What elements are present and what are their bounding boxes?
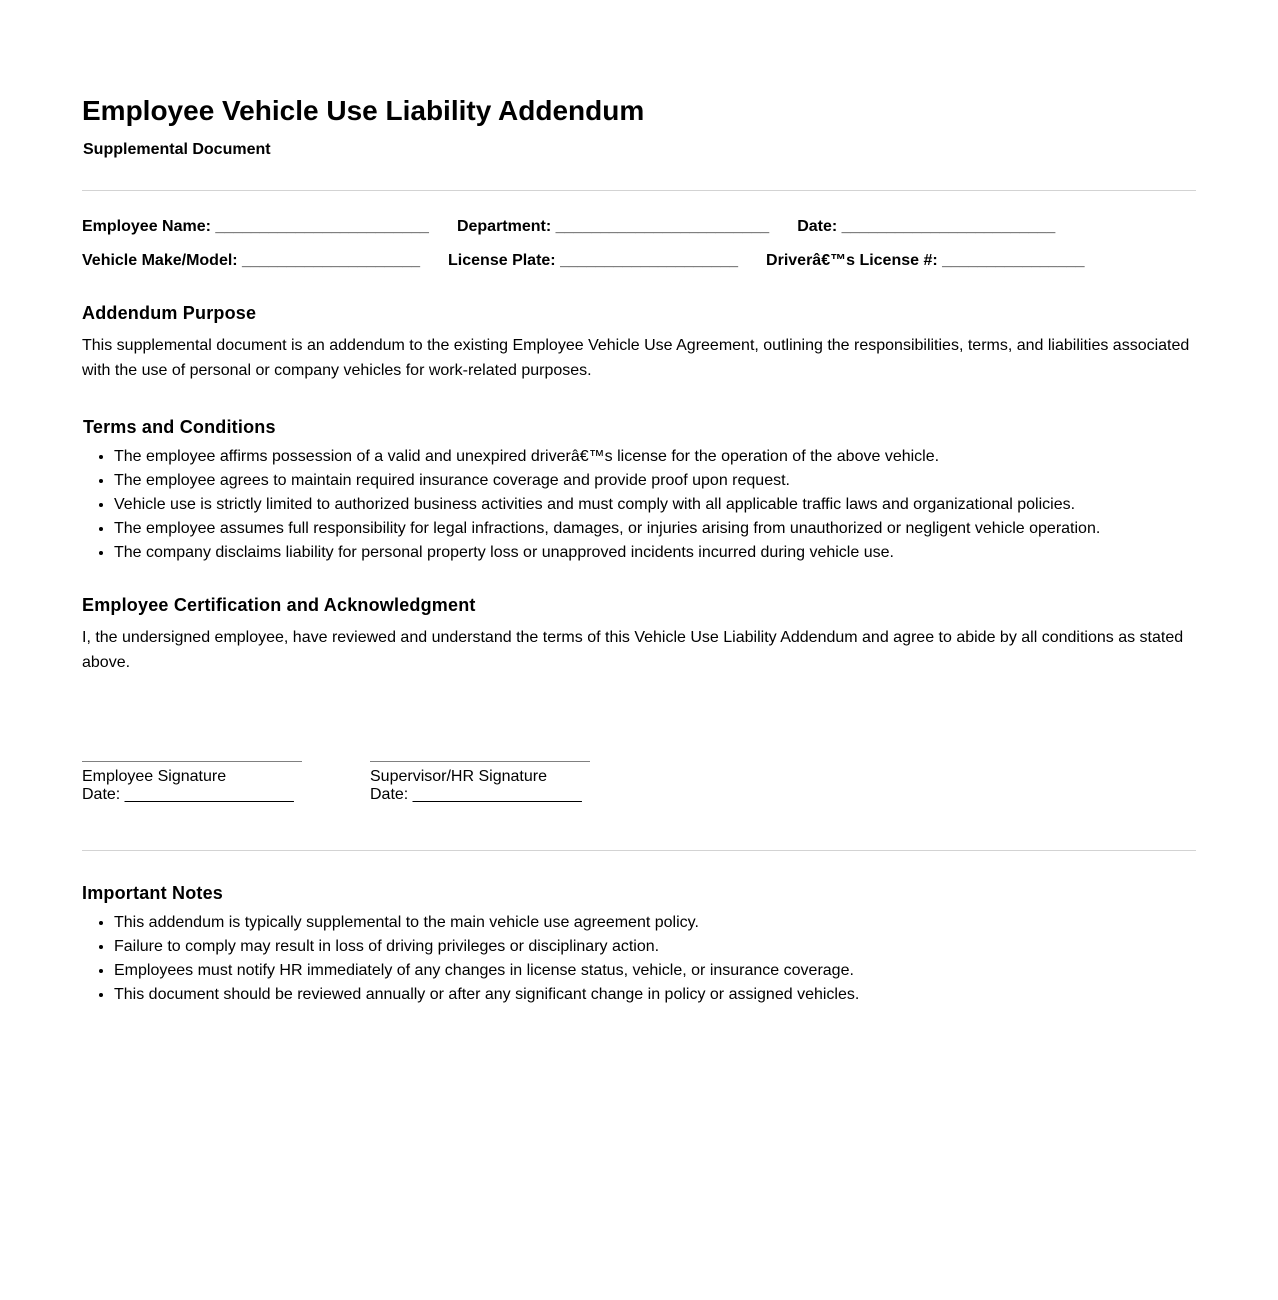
terms-list (82, 445, 1196, 565)
vehicle-make-model-field: Vehicle Make/Model: ____________________ (82, 252, 421, 269)
supervisor-signature-label: Supervisor/HR Signature (370, 768, 547, 785)
notes-list (82, 911, 1196, 1007)
page-subtitle: Supplemental Document (83, 141, 271, 158)
department-field: Department: ________________________ (456, 218, 770, 235)
list-item: • The employee agrees to maintain required insurance coverage and provide proof upon request. (114, 469, 1196, 493)
supervisor-signature-block (370, 761, 590, 804)
employee-signature-label: Employee Signature (82, 768, 227, 785)
certification-heading: Employee Certification and Acknowledgment (82, 595, 476, 615)
header-divider (82, 190, 1196, 191)
employee-signature-date: Date: ___________________ (82, 786, 294, 803)
license-plate-field: License Plate: ____________________ (448, 252, 739, 269)
list-item: • Failure to comply may result in loss of driving privileges or disciplinary action. (114, 935, 1196, 959)
purpose-heading: Addendum Purpose (82, 303, 257, 323)
list-item: • Employees must notify HR immediately of any changes in license status, vehicle, or insurance coverage. (114, 959, 1196, 983)
list-item: • This document should be reviewed annually or after any significant change in policy or assigned vehicles. (114, 983, 1196, 1007)
list-item: • The employee assumes full responsibility for legal infractions, damages, or injuries arising from unauthorized or negligent vehicle operation. (114, 517, 1196, 541)
employee-signature-block (82, 761, 302, 804)
purpose-text: This supplemental document is an addendum to the existing Employee Vehicle Use Agreement, outlining the responsibilities, terms, and liabilities associated with the use of personal or company vehicles for work-related purposes. (82, 337, 1190, 379)
notes-divider (82, 850, 1196, 851)
supervisor-signature-date: Date: ___________________ (370, 786, 582, 803)
drivers-license-field: Driverâ€™s License #: ________________ (766, 252, 1085, 269)
list-item: • This addendum is typically supplemental to the main vehicle use agreement policy. (114, 911, 1196, 935)
page-title: Employee Vehicle Use Liability Addendum (82, 95, 645, 126)
list-item: • Vehicle use is strictly limited to authorized business activities and must comply with all applicable traffic laws and organizational policies. (114, 493, 1196, 517)
fields-row-employee (82, 217, 1196, 237)
list-item: • The employee affirms possession of a valid and unexpired driverâ€™s license for the operation of the above vehicle. (114, 445, 1196, 469)
supervisor-signature-line (370, 761, 590, 762)
date-field: Date: ________________________ (797, 218, 1056, 235)
terms-heading: Terms and Conditions (83, 417, 276, 437)
notes-heading: Important Notes (82, 883, 224, 903)
employee-name-field: Employee Name: ________________________ (82, 218, 429, 235)
fields-row-vehicle (82, 251, 1196, 271)
employee-signature-line (82, 761, 302, 762)
document-page (82, 92, 1196, 1007)
list-item: • The company disclaims liability for personal property loss or unapproved incidents incurred during vehicle use. (114, 541, 1196, 565)
signature-section (82, 761, 1196, 804)
certification-text: I, the undersigned employee, have reviewed and understand the terms of this Vehicle Use Liability Addendum and agree to abide by all conditions as stated above. (82, 629, 1184, 671)
